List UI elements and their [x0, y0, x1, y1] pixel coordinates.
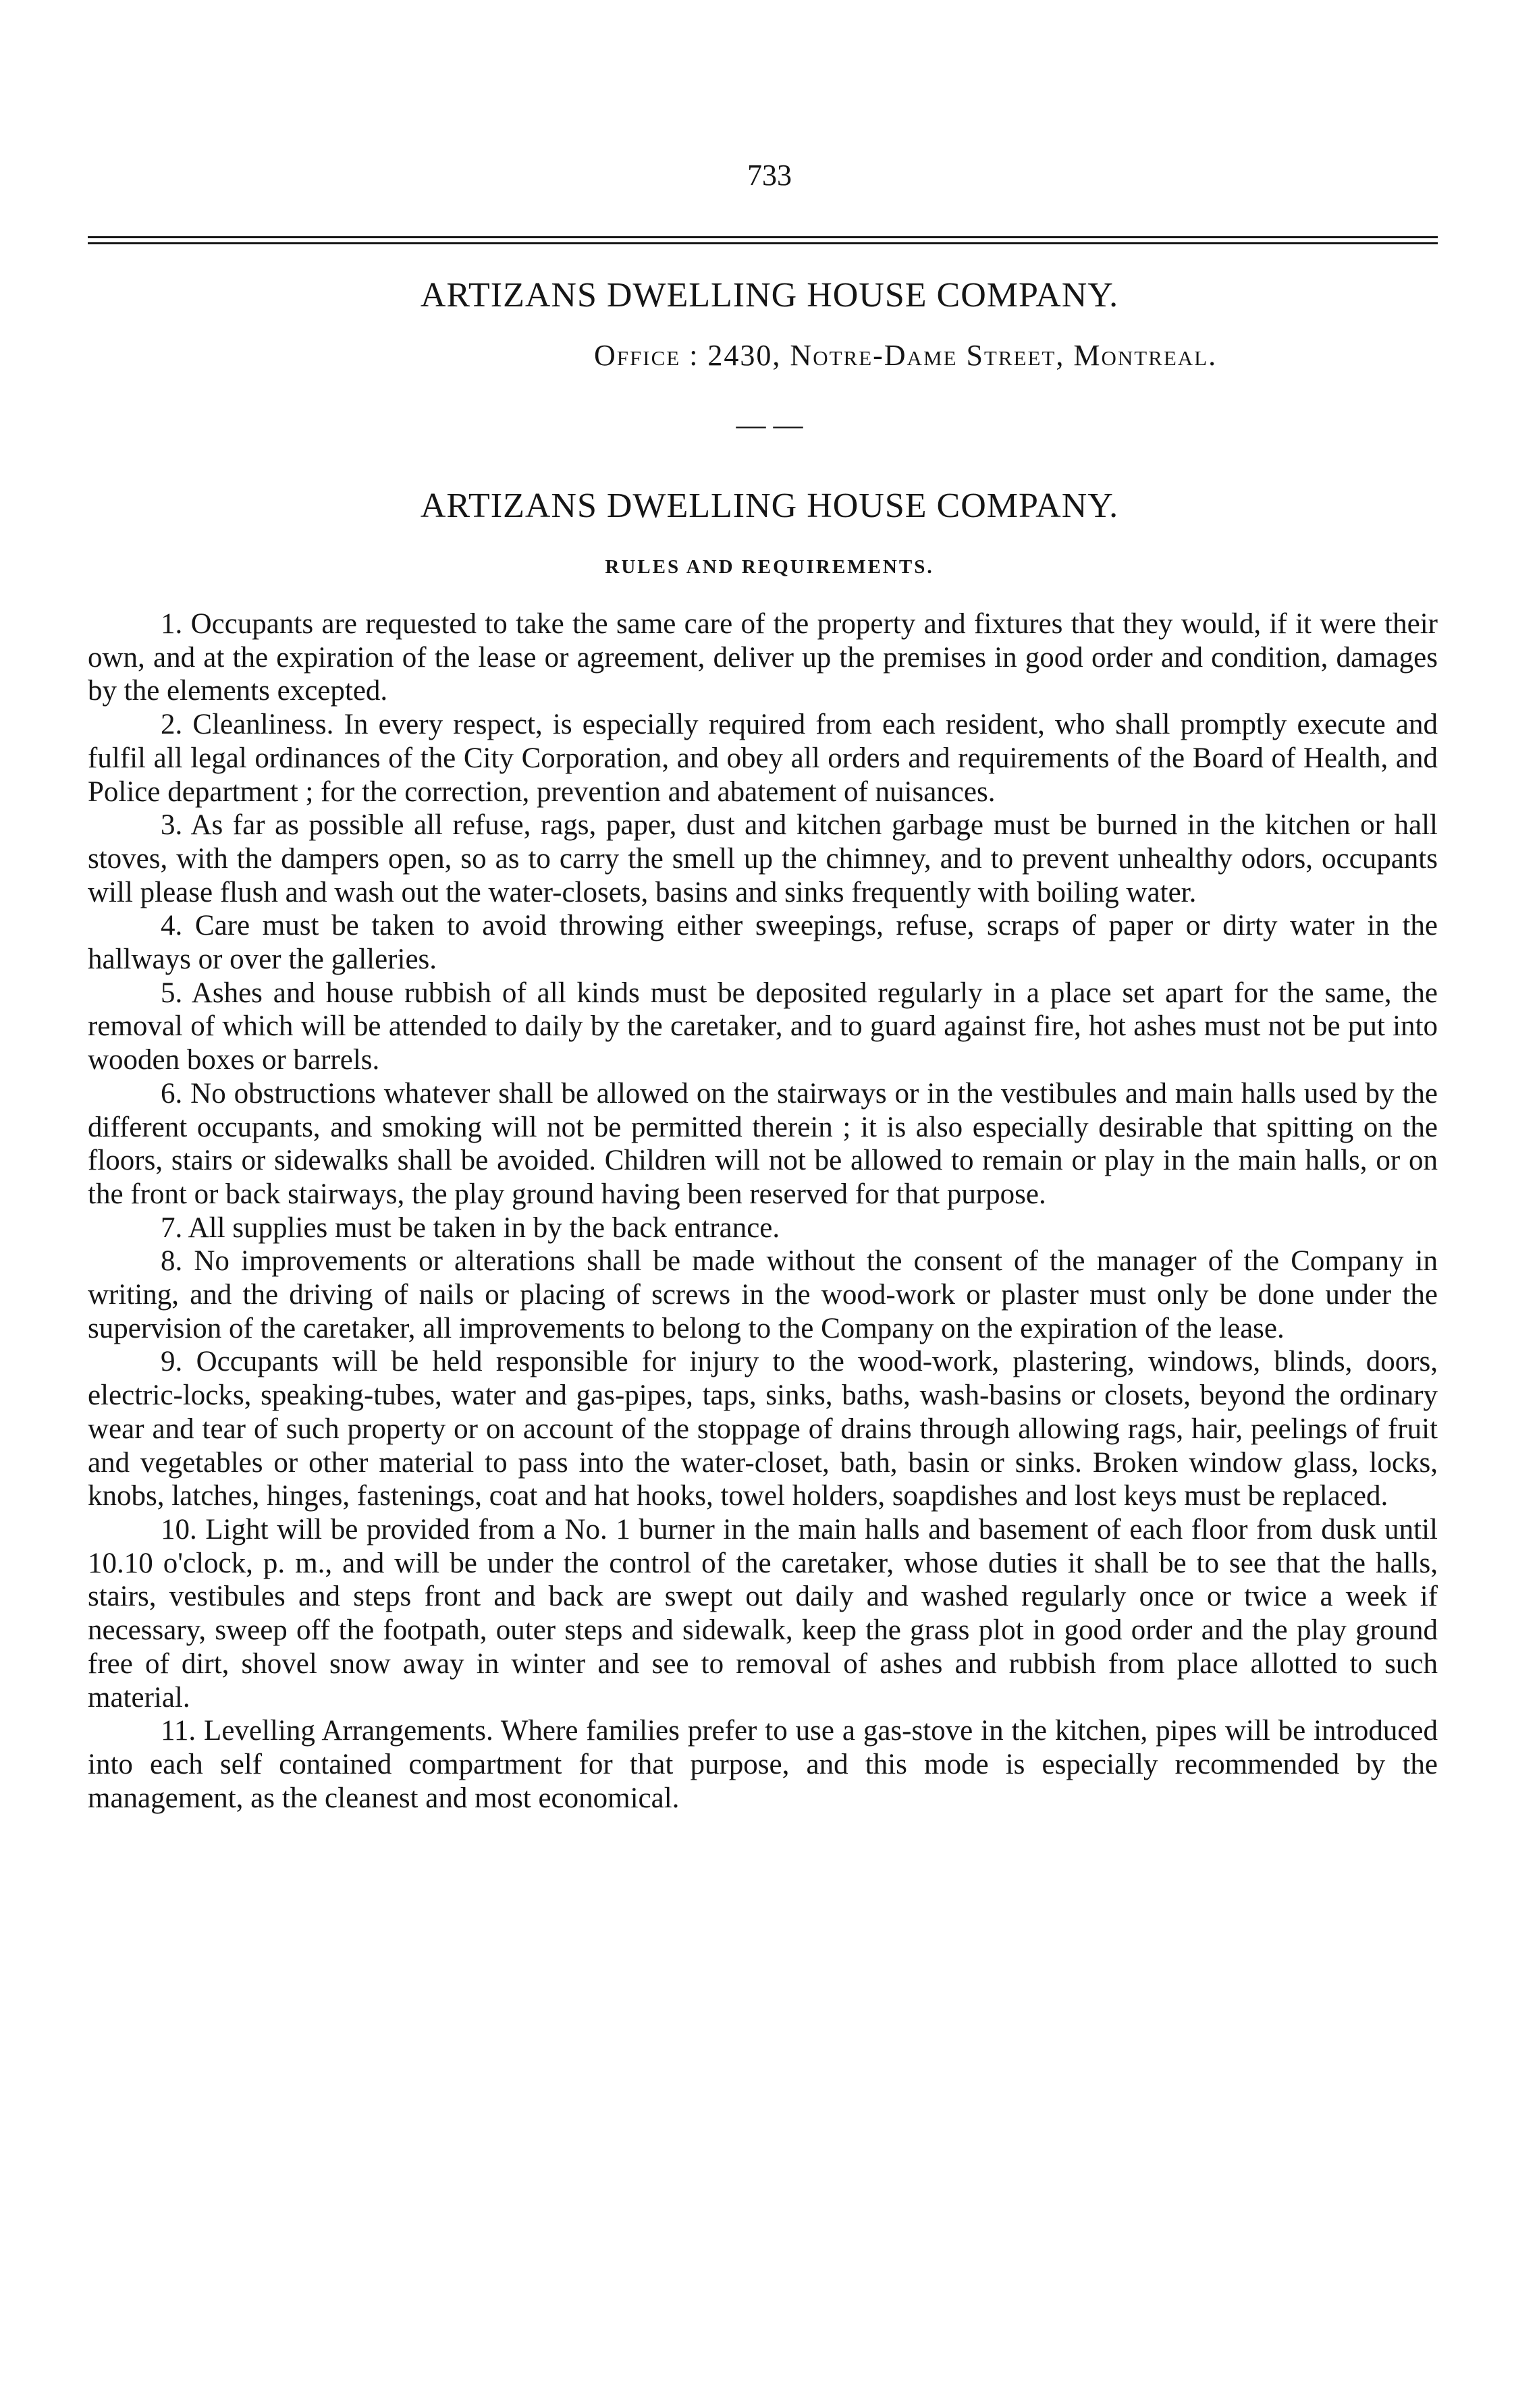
rule-7: 7. All supplies must be taken in by the back entrance.: [161, 1211, 780, 1244]
rules-subtitle: RULES AND REQUIREMENTS.: [605, 556, 934, 578]
header-double-rule: [88, 236, 1438, 244]
rule-4: 4. Care must be taken to avoid throwing either sweepings, refuse, scraps of paper or dirty water in the hallways or over the galleries.: [88, 910, 1438, 976]
rule-1: 1. Occupants are requested to take the same care of the property and fixtures that they would, if it were their own, and at the expiration of the lease or agreement, deliver up the premises in good order and condition, damages by the elements excepted.: [88, 608, 1438, 707]
company-title: ARTIZANS DWELLING HOUSE COMPANY.: [420, 276, 1119, 314]
rule-3: 3. As far as possible all refuse, rags, paper, dust and kitchen garbage must be burned in the kitchen or hall stoves, with the dampers open, so as to carry the smell up the chimney, and to prevent unhealthy odors, occupants will please flush and wash out the water-closets, basins and sinks frequently with boiling water.: [88, 809, 1438, 908]
rule-10: 10. Light will be provided from a No. 1 burner in the main halls and basement of each floor from dusk until 10.10 o'clock, p. m., and will be under the control of the caretaker, whose duties it shall be to see that the halls, stairs, vestibules and steps front and back are swept out daily and washed regularly once or twice a week if necessary, sweep off the footpath, outer steps and sidewalk, keep the grass plot in good order and the play ground free of dirt, shovel snow away in winter and see to removal of ashes and rubbish from place allotted to such material.: [88, 1513, 1438, 1714]
rule-6: 6. No obstructions whatever shall be allowed on the stairways or in the vestibules and main halls used by the different occupants, and smoking will not be permitted therein ; it is also especially desirable that spitting on the floors, stairs or sidewalks shall be avoided. Children will not be allowed to remain or play in the main halls, or on the front or back stairways, the play ground having been reserved for that purpose.: [88, 1077, 1438, 1210]
section-company-title: ARTIZANS DWELLING HOUSE COMPANY.: [420, 487, 1119, 525]
rule-5: 5. Ashes and house rubbish of all kinds must be deposited regularly in a place set apart for the same, the removal of which will be attended to daily by the caretaker, and to guard against fire, hot ashes must not be put into wooden boxes or barrels.: [88, 977, 1438, 1076]
office-address: Office : 2430, Notre-Dame Street, Montreal.: [594, 339, 1218, 372]
rules-list: [88, 607, 1438, 1815]
rule-8: 8. No improvements or alterations shall be made without the consent of the manager of the Company in writing, and the driving of nails or placing of screws in the wood-work or plaster must only be done under the supervision of the caretaker, all improvements to belong to the Company on the expiration of the lease.: [88, 1245, 1438, 1344]
rule-2: 2. Cleanliness. In every respect, is especially required from each resident, who shall promptly execute and fulfil all legal ordinances of the City Corporation, and obey all orders and requirements of the Board of Health, and Police department ; for the correction, prevention and abatement of nuisances.: [88, 709, 1438, 808]
rule-9: 9. Occupants will be held responsible for injury to the wood-work, plastering, windows, blinds, doors, electric-locks, speaking-tubes, water and gas-pipes, taps, sinks, baths, wash-basins or closets, beyond the ordinary wear and tear of such property or on account of the stoppage of drains through allowing rags, hair, peelings of fruit and vegetables or other material to pass into the water-closet, bath, basin or sinks. Broken window glass, locks, knobs, latches, hinges, fastenings, coat and hat hooks, towel holders, soapdishes and lost keys must be replaced.: [88, 1346, 1438, 1512]
page-number: 733: [747, 159, 792, 192]
rule-11: 11. Levelling Arrangements. Where families prefer to use a gas-stove in the kitchen, pipes will be introduced into each self contained compartment for that purpose, and this mode is especially recommended by the management, as the cleanest and most economical.: [88, 1715, 1438, 1814]
section-divider: — —: [736, 408, 803, 441]
